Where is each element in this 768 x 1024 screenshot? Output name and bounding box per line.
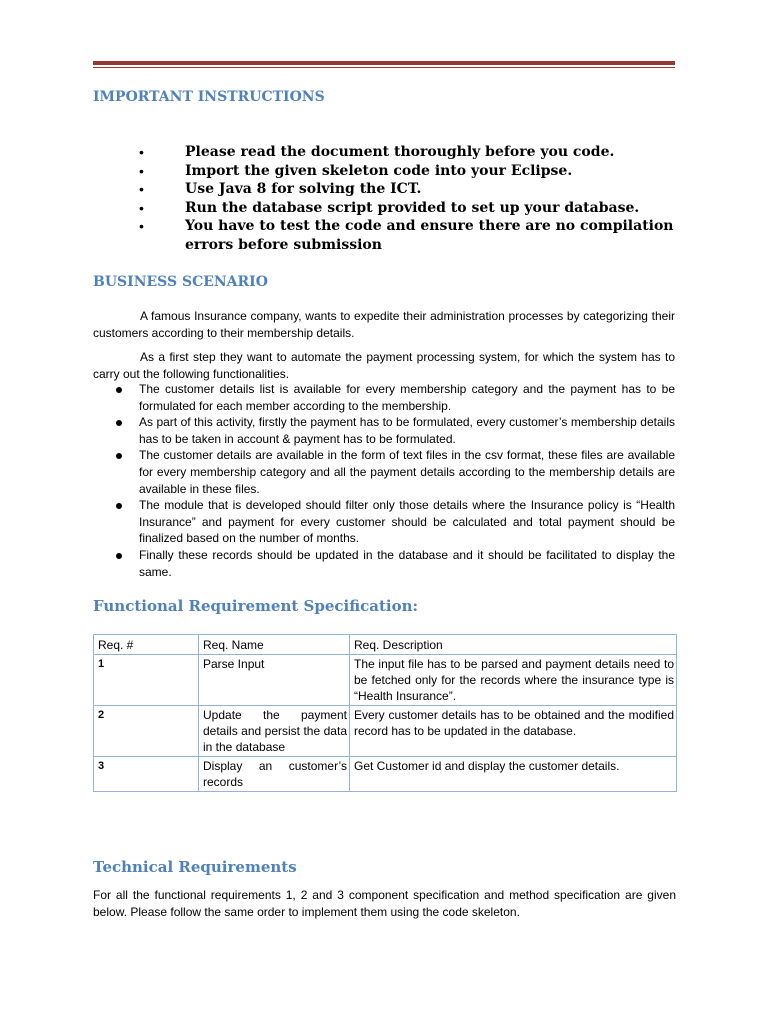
bullet-icon <box>116 420 122 426</box>
instruction-item: • Run the database script provided to set up your database. <box>139 199 640 216</box>
bullet-icon: • <box>139 144 144 160</box>
requirements-table <box>93 634 677 792</box>
instruction-item: • Import the given skeleton code into your Eclipse. <box>139 162 573 179</box>
req-name-cell: Parse Input <box>199 655 350 706</box>
bullet-icon: • <box>139 181 144 198</box>
column-header: Req. # <box>94 635 199 655</box>
req-name-cell: Update the payment details and persist the data in the database <box>199 706 350 757</box>
column-header: Req. Description <box>350 635 677 655</box>
header-rule <box>93 61 675 68</box>
table-header-row <box>94 635 677 655</box>
business-scenario-heading: BUSINESS SCENARIO <box>93 274 268 290</box>
req-name-cell: Display an customer’s records <box>199 757 350 792</box>
business-paragraph-1: A famous Insurance company, wants to expedite their administration processes by categorizing their customers according to their membership details. <box>93 309 675 340</box>
column-header: Req. Name <box>199 635 350 655</box>
instruction-item: • You have to test the code and ensure there are no compilation errors before submission <box>139 218 674 253</box>
bullet-icon <box>116 387 122 393</box>
req-description-cell: Every customer details has to be obtained and the modified record has to be updated in the database. <box>350 706 677 757</box>
functionality-item: Finally these records should be updated in the database and it should be facilitated to display the same. <box>93 547 675 580</box>
functionality-item: As part of this activity, firstly the payment has to be formulated, every customer’s membership details has to be taken in account & payment has to be formulated. <box>93 414 675 447</box>
bullet-icon <box>116 453 122 459</box>
functionality-item: The customer details are available in the form of text files in the csv format, these files are available for every membership category and all the payment details according to the membership details are available in these files. <box>93 447 675 497</box>
bullet-icon <box>116 503 122 509</box>
table-row <box>94 655 677 706</box>
bullet-icon <box>116 553 122 559</box>
technical-requirements-heading: Technical Requirements <box>93 858 297 876</box>
instructions-list <box>139 143 679 255</box>
header-rule-thick <box>93 61 675 65</box>
functionality-item: The customer details list is available for every membership category and the payment has to be formulated for each member according to the membership. <box>93 381 675 414</box>
bullet-icon: • <box>139 162 144 179</box>
req-description-cell: The input file has to be parsed and payment details need to be fetched only for the records where the insurance type is “Health Insurance”. <box>350 655 677 706</box>
req-number-cell: 3 <box>94 757 199 792</box>
header-rule-thin <box>93 67 675 68</box>
bullet-icon: • <box>139 218 144 235</box>
technical-paragraph: For all the functional requirements 1, 2 and 3 component specification and method specification are given below. Please follow the same order to implement them using the code skeleton. <box>93 888 676 919</box>
table-row <box>94 757 677 792</box>
business-paragraph-2: As a first step they want to automate the payment processing system, for which the system has to carry out the following functionalities. <box>93 350 675 381</box>
frs-heading: Functional Requirement Specification: <box>93 597 419 615</box>
table-row <box>94 706 677 757</box>
req-number-cell: 1 <box>94 655 199 706</box>
req-description-cell: Get Customer id and display the customer details. <box>350 757 677 792</box>
functionality-item: The module that is developed should filter only those details where the Insurance policy is “Health Insurance” and payment for every customer should be calculated and total payment should be finalized based on the number of months. <box>93 497 675 547</box>
instruction-item: • Use Java 8 for solving the ICT. <box>139 181 422 198</box>
functionalities-list <box>93 381 675 580</box>
instruction-item: • Please read the document thoroughly before you code. <box>139 144 615 160</box>
bullet-icon: • <box>139 199 144 216</box>
req-number-cell: 2 <box>94 706 199 757</box>
important-instructions-heading: IMPORTANT INSTRUCTIONS <box>93 89 325 105</box>
